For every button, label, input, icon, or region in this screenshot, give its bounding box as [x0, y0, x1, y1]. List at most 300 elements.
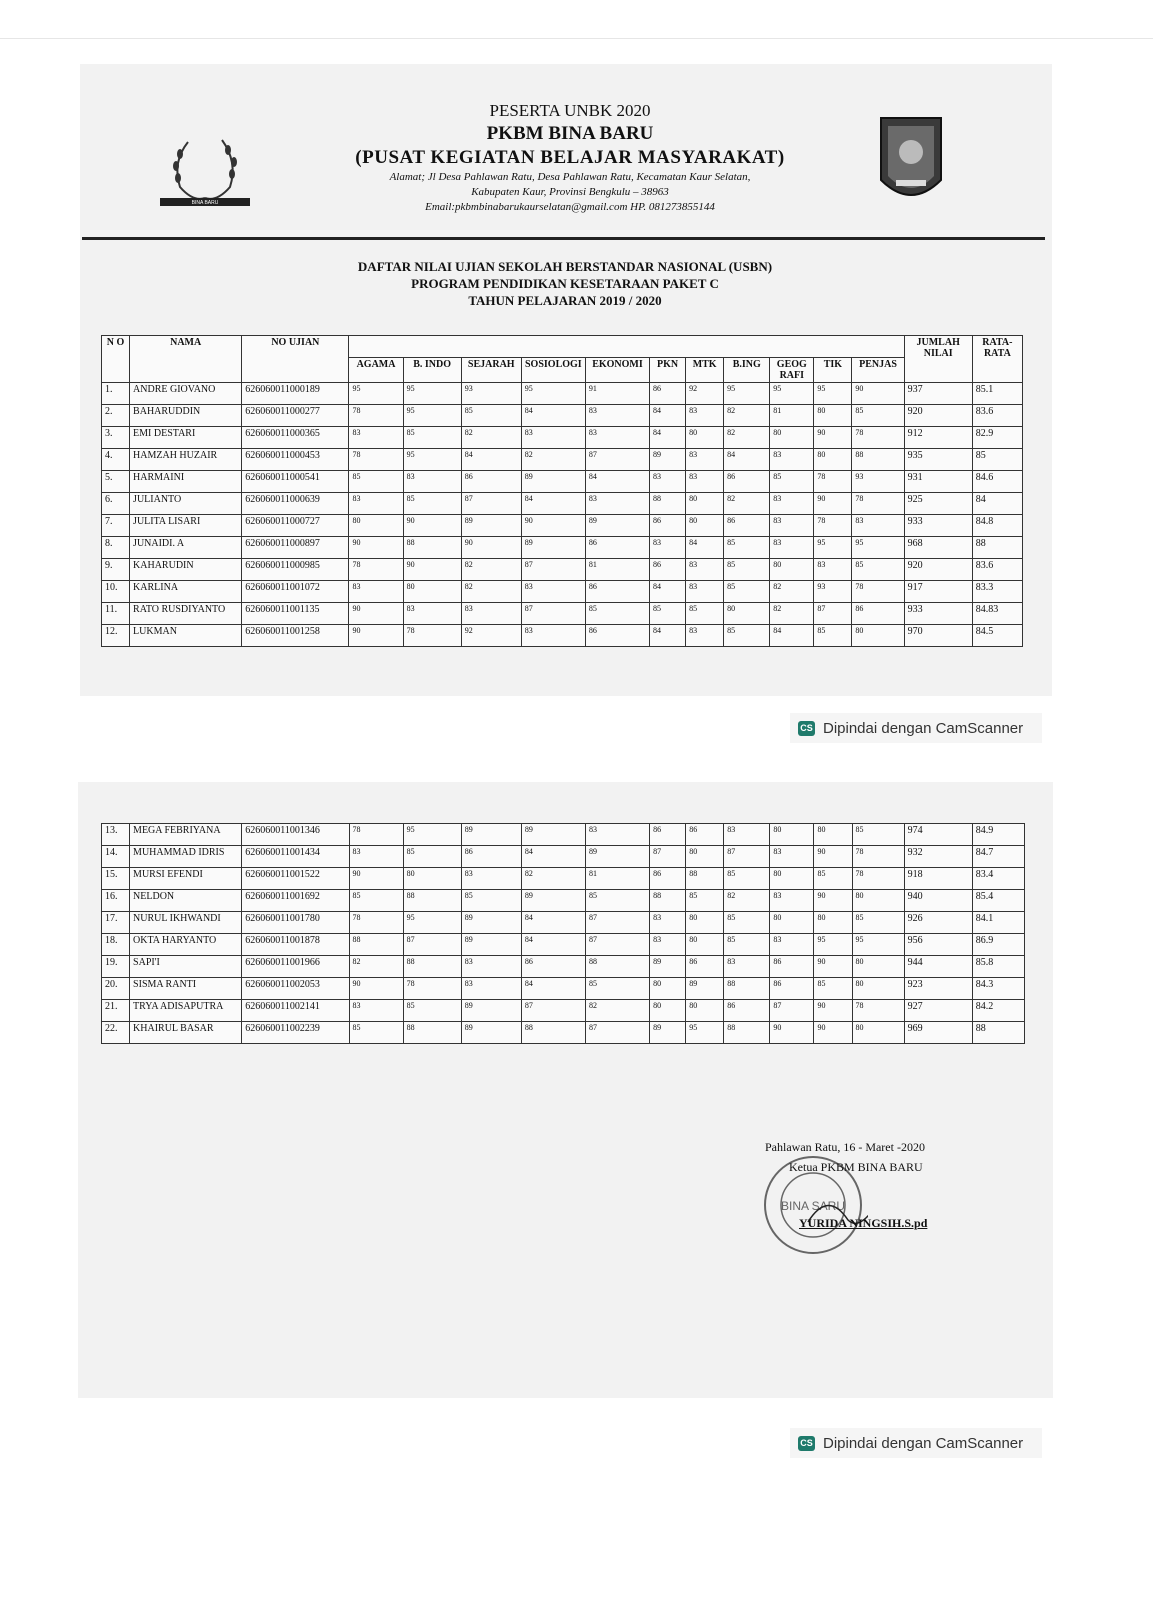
table-row: [102, 603, 1023, 625]
cell-no-ujian: 626060011000453: [242, 449, 349, 471]
cell-subject-score: 86: [724, 471, 770, 493]
cell-subject-score: 90: [814, 956, 852, 978]
cell-no: 4.: [102, 449, 130, 471]
letterhead-org: PKBM BINA BARU: [486, 123, 654, 144]
cell-jumlah: 933: [904, 603, 972, 625]
cell-subject-score: 92: [686, 383, 724, 405]
cell-subject-score: 89: [521, 537, 585, 559]
table-header-row: [102, 336, 1023, 358]
cell-nama: SISMA RANTI: [130, 978, 242, 1000]
cell-subject-score: 86: [686, 824, 724, 846]
cell-subject-score: 84: [650, 581, 686, 603]
cell-subject-score: 80: [403, 868, 461, 890]
cell-jumlah: 940: [904, 890, 972, 912]
cell-no: 3.: [102, 427, 130, 449]
cell-rata: 86.9: [972, 934, 1024, 956]
col-header-subject: PENJAS: [852, 358, 904, 383]
cell-rata: 84.6: [972, 471, 1022, 493]
cell-subject-score: 78: [403, 625, 461, 647]
cell-rata: 84.2: [972, 1000, 1024, 1022]
letterhead-event: PESERTA UNBK 2020: [489, 101, 651, 120]
cell-subject-score: 85: [814, 868, 852, 890]
cell-subject-score: 87: [521, 1000, 585, 1022]
cell-subject-score: 85: [770, 471, 814, 493]
cell-nama: KAHARUDIN: [130, 559, 242, 581]
cell-subject-score: 80: [686, 427, 724, 449]
cell-subject-score: 89: [585, 846, 649, 868]
table-row: [102, 405, 1023, 427]
cell-subject-score: 83: [349, 1000, 403, 1022]
cell-nama: EMI DESTARI: [130, 427, 242, 449]
cell-subject-score: 86: [585, 625, 649, 647]
table-row: [102, 427, 1023, 449]
svg-text:BINA SARU: BINA SARU: [780, 1199, 846, 1213]
cell-subject-score: 89: [650, 1022, 686, 1044]
cell-subject-score: 90: [521, 515, 585, 537]
cell-subject-score: 81: [770, 405, 814, 427]
cell-jumlah: 970: [904, 625, 972, 647]
cell-subject-score: 95: [770, 383, 814, 405]
cell-subject-score: 88: [403, 956, 461, 978]
cell-no: 7.: [102, 515, 130, 537]
cell-subject-score: 80: [686, 846, 724, 868]
cell-subject-score: 86: [770, 978, 814, 1000]
col-header-nama: NAMA: [130, 336, 242, 383]
cell-subject-score: 78: [403, 978, 461, 1000]
cell-no: 8.: [102, 537, 130, 559]
cell-jumlah: 974: [904, 824, 972, 846]
table-row: [102, 934, 1025, 956]
title-line-3: TAHUN PELAJARAN 2019 / 2020: [468, 293, 662, 308]
cell-subject-score: 85: [650, 603, 686, 625]
cell-subject-score: 89: [521, 471, 585, 493]
cell-subject-score: 85: [724, 934, 770, 956]
cell-subject-score: 89: [461, 515, 521, 537]
cell-subject-score: 83: [770, 449, 814, 471]
cell-subject-score: 82: [461, 427, 521, 449]
cell-subject-score: 88: [585, 956, 649, 978]
cell-no-ujian: 626060011000985: [242, 559, 349, 581]
cell-subject-score: 83: [686, 625, 724, 647]
cell-no-ujian: 626060011000897: [242, 537, 349, 559]
cell-rata: 84.83: [972, 603, 1022, 625]
cell-no: 14.: [102, 846, 130, 868]
signer-name: YURIDA NINGSIH.S.pd: [799, 1216, 928, 1230]
cell-no-ujian: 626060011002239: [242, 1022, 349, 1044]
cell-subject-score: 82: [461, 559, 521, 581]
cell-subject-score: 83: [521, 581, 585, 603]
cell-subject-score: 85: [349, 890, 403, 912]
cell-no-ujian: 626060011001258: [242, 625, 349, 647]
cell-subject-score: 84: [521, 846, 585, 868]
col-header-subject: PKN: [650, 358, 686, 383]
email-line: Email:pkbmbinabarukaurselatan@gmail.com HP. 081273855144: [425, 201, 715, 213]
cell-subject-score: 85: [461, 405, 521, 427]
cell-subject-score: 90: [349, 978, 403, 1000]
cell-subject-score: 85: [349, 471, 403, 493]
cell-subject-score: 80: [814, 405, 852, 427]
cell-no: 6.: [102, 493, 130, 515]
table-row: [102, 868, 1025, 890]
cell-subject-score: 80: [770, 912, 814, 934]
cell-subject-score: 95: [403, 824, 461, 846]
table-row: [102, 846, 1025, 868]
cell-jumlah: 969: [904, 1022, 972, 1044]
cell-subject-score: 95: [814, 934, 852, 956]
cell-subject-score: 90: [814, 427, 852, 449]
table-row: [102, 449, 1023, 471]
cell-subject-score: 83: [585, 405, 649, 427]
cell-subject-score: 83: [403, 471, 461, 493]
cell-subject-score: 95: [686, 1022, 724, 1044]
cell-subject-score: 95: [814, 537, 852, 559]
cell-nama: HAMZAH HUZAIR: [130, 449, 242, 471]
cell-subject-score: 88: [403, 1022, 461, 1044]
cell-subject-score: 88: [724, 978, 770, 1000]
col-header-jumlah: JUMLAH NILAI: [904, 336, 972, 383]
table-row: [102, 1022, 1025, 1044]
cell-subject-score: 83: [724, 824, 770, 846]
cell-subject-score: 85: [403, 493, 461, 515]
table-row: [102, 956, 1025, 978]
cell-subject-score: 83: [585, 427, 649, 449]
cell-subject-score: 85: [585, 978, 649, 1000]
cell-subject-score: 82: [770, 581, 814, 603]
cell-subject-score: 88: [521, 1022, 585, 1044]
cell-subject-score: 78: [852, 493, 904, 515]
cell-subject-score: 80: [770, 868, 814, 890]
cell-subject-score: 90: [814, 846, 852, 868]
cell-nama: KARLINA: [130, 581, 242, 603]
cell-subject-score: 93: [461, 383, 521, 405]
cell-no-ujian: 626060011001878: [242, 934, 349, 956]
cell-subject-score: 86: [650, 559, 686, 581]
svg-text:BINA BARU: BINA BARU: [191, 200, 219, 206]
cell-subject-score: 85: [403, 846, 461, 868]
cell-subject-score: 80: [852, 956, 904, 978]
cell-subject-score: 84: [461, 449, 521, 471]
cell-subject-score: 84: [521, 493, 585, 515]
cell-subject-score: 80: [349, 515, 403, 537]
cell-subject-score: 83: [349, 581, 403, 603]
cell-subject-score: 87: [521, 603, 585, 625]
cell-subject-score: 85: [724, 868, 770, 890]
cell-subject-score: 80: [403, 581, 461, 603]
top-divider: [0, 38, 1153, 39]
cell-subject-score: 89: [585, 515, 649, 537]
camscanner-icon: CS: [798, 721, 815, 736]
cell-subject-score: 95: [814, 383, 852, 405]
cell-subject-score: 89: [461, 912, 521, 934]
col-header-subject: EKONOMI: [585, 358, 649, 383]
cell-subject-score: 91: [585, 383, 649, 405]
col-header-subject: TIK: [814, 358, 852, 383]
cell-subject-score: 87: [724, 846, 770, 868]
cell-subject-score: 83: [349, 846, 403, 868]
cell-no-ujian: 626060011000639: [242, 493, 349, 515]
cell-no: 16.: [102, 890, 130, 912]
cell-jumlah: 927: [904, 1000, 972, 1022]
cell-subject-score: 83: [461, 603, 521, 625]
school-logo-left: [158, 132, 252, 212]
cell-no-ujian: 626060011001966: [242, 956, 349, 978]
cell-rata: 83.6: [972, 405, 1022, 427]
cell-subject-score: 80: [852, 625, 904, 647]
cell-subject-score: 78: [852, 1000, 904, 1022]
cell-jumlah: 923: [904, 978, 972, 1000]
cell-subject-score: 85: [724, 559, 770, 581]
cell-subject-score: 80: [852, 978, 904, 1000]
cell-subject-score: 83: [650, 537, 686, 559]
cell-subject-score: 95: [403, 383, 461, 405]
cell-subject-score: 80: [686, 934, 724, 956]
cell-subject-score: 87: [403, 934, 461, 956]
cell-subject-score: 83: [770, 515, 814, 537]
cell-subject-score: 89: [650, 449, 686, 471]
signature-block: [765, 1137, 995, 1233]
cell-nama: JULIANTO: [130, 493, 242, 515]
cell-subject-score: 89: [521, 890, 585, 912]
cell-subject-score: 83: [585, 824, 649, 846]
col-header-subject: SEJARAH: [461, 358, 521, 383]
cell-subject-score: 78: [814, 515, 852, 537]
document-title: [300, 258, 830, 309]
camscanner-icon: CS: [798, 1436, 815, 1451]
cell-no: 21.: [102, 1000, 130, 1022]
cell-subject-score: 83: [770, 493, 814, 515]
cell-jumlah: 925: [904, 493, 972, 515]
cell-no: 1.: [102, 383, 130, 405]
cell-subject-score: 82: [521, 449, 585, 471]
cell-subject-score: 80: [686, 515, 724, 537]
cell-subject-score: 87: [585, 449, 649, 471]
cell-subject-score: 86: [770, 956, 814, 978]
cell-subject-score: 95: [852, 934, 904, 956]
cell-no-ujian: 626060011001692: [242, 890, 349, 912]
cell-nama: MEGA FEBRIYANA: [130, 824, 242, 846]
camscanner-label: Dipindai dengan CamScanner: [823, 719, 1024, 737]
cell-subject-score: 90: [403, 559, 461, 581]
cell-rata: 82.9: [972, 427, 1022, 449]
cell-rata: 85: [972, 449, 1022, 471]
table-row: [102, 537, 1023, 559]
cell-no: 15.: [102, 868, 130, 890]
cell-subject-score: 90: [349, 868, 403, 890]
cell-no: 13.: [102, 824, 130, 846]
cell-subject-score: 83: [686, 581, 724, 603]
cell-subject-score: 78: [852, 846, 904, 868]
cell-no-ujian: 626060011001522: [242, 868, 349, 890]
cell-nama: TRYA ADISAPUTRA: [130, 1000, 242, 1022]
cell-subject-score: 80: [814, 912, 852, 934]
signer-role: Ketua PKBM BINA BARU: [789, 1160, 923, 1174]
cell-subject-score: 84: [650, 405, 686, 427]
cell-subject-score: 88: [686, 868, 724, 890]
cell-subject-score: 89: [650, 956, 686, 978]
grades-table-page-1: [101, 335, 1023, 647]
cell-subject-score: 84: [521, 978, 585, 1000]
cell-subject-score: 83: [814, 559, 852, 581]
cell-subject-score: 83: [349, 427, 403, 449]
cell-subject-score: 84: [650, 625, 686, 647]
cell-subject-score: 80: [814, 449, 852, 471]
cell-no: 12.: [102, 625, 130, 647]
col-header-subject: GEOG RAFI: [770, 358, 814, 383]
cell-subject-score: 86: [650, 824, 686, 846]
cell-subject-score: 87: [585, 1022, 649, 1044]
cell-jumlah: 917: [904, 581, 972, 603]
cell-rata: 84.8: [972, 515, 1022, 537]
cell-subject-score: 84: [521, 912, 585, 934]
cell-no: 18.: [102, 934, 130, 956]
title-line-1: DAFTAR NILAI UJIAN SEKOLAH BERSTANDAR NASIONAL (USBN): [357, 259, 773, 274]
cell-nama: BAHARUDDIN: [130, 405, 242, 427]
cell-no: 17.: [102, 912, 130, 934]
cell-jumlah: 937: [904, 383, 972, 405]
cell-subject-score: 87: [814, 603, 852, 625]
cell-jumlah: 968: [904, 537, 972, 559]
cell-subject-score: 82: [349, 956, 403, 978]
table-row: [102, 912, 1025, 934]
cell-subject-score: 82: [770, 603, 814, 625]
cell-subject-score: 83: [521, 625, 585, 647]
cell-subject-score: 80: [770, 559, 814, 581]
cell-subject-score: 80: [852, 890, 904, 912]
cell-subject-score: 84: [521, 405, 585, 427]
cell-subject-score: 86: [585, 581, 649, 603]
cell-nama: LUKMAN: [130, 625, 242, 647]
cell-subject-score: 78: [349, 405, 403, 427]
cell-subject-score: 83: [770, 934, 814, 956]
cell-subject-score: 86: [461, 471, 521, 493]
cell-subject-score: 90: [403, 515, 461, 537]
cell-subject-score: 89: [521, 824, 585, 846]
camscanner-watermark: [790, 1428, 1042, 1458]
cell-subject-score: 95: [403, 912, 461, 934]
cell-subject-score: 82: [724, 427, 770, 449]
cell-subject-score: 85: [403, 427, 461, 449]
cell-subject-score: 87: [461, 493, 521, 515]
cell-nama: MURSI EFENDI: [130, 868, 242, 890]
cell-rata: 83.6: [972, 559, 1022, 581]
cell-rata: 84: [972, 493, 1022, 515]
cell-subject-score: 89: [686, 978, 724, 1000]
cell-no-ujian: 626060011001346: [242, 824, 349, 846]
cell-no: 10.: [102, 581, 130, 603]
cell-nama: MUHAMMAD IDRIS: [130, 846, 242, 868]
cell-subject-score: 80: [770, 427, 814, 449]
table-row: [102, 493, 1023, 515]
cell-subject-score: 83: [686, 471, 724, 493]
place-date: Pahlawan Ratu, 16 - Maret -2020: [765, 1140, 925, 1154]
cell-subject-score: 95: [852, 537, 904, 559]
cell-rata: 83.3: [972, 581, 1022, 603]
cell-subject-score: 83: [770, 537, 814, 559]
address-line-2: Kabupaten Kaur, Provinsi Bengkulu – 38963: [471, 186, 669, 198]
cell-subject-score: 78: [349, 449, 403, 471]
title-line-2: PROGRAM PENDIDIKAN KESETARAAN PAKET C: [411, 276, 719, 291]
cell-no: 19.: [102, 956, 130, 978]
cell-jumlah: 944: [904, 956, 972, 978]
cell-subject-score: 81: [585, 868, 649, 890]
cell-subject-score: 83: [650, 934, 686, 956]
cell-subject-score: 89: [461, 824, 521, 846]
cell-subject-score: 90: [814, 1022, 852, 1044]
letterhead: [330, 100, 810, 215]
cell-subject-score: 82: [461, 581, 521, 603]
col-header-no: N O: [102, 336, 130, 383]
cell-subject-score: 85: [724, 625, 770, 647]
cell-subject-score: 85: [461, 890, 521, 912]
cell-nama: NURUL IKHWANDI: [130, 912, 242, 934]
cell-subject-score: 78: [852, 427, 904, 449]
table-row: [102, 515, 1023, 537]
cell-subject-score: 80: [724, 603, 770, 625]
cell-jumlah: 956: [904, 934, 972, 956]
col-header-subject: MTK: [686, 358, 724, 383]
cell-subject-score: 90: [349, 537, 403, 559]
cell-subject-score: 90: [461, 537, 521, 559]
cell-subject-score: 83: [650, 471, 686, 493]
cell-rata: 83.4: [972, 868, 1024, 890]
cell-subject-score: 86: [852, 603, 904, 625]
cell-subject-score: 85: [724, 537, 770, 559]
table-row: [102, 1000, 1025, 1022]
cell-subject-score: 78: [349, 912, 403, 934]
cell-subject-score: 85: [814, 978, 852, 1000]
cell-no-ujian: 626060011001072: [242, 581, 349, 603]
cell-subject-score: 82: [724, 493, 770, 515]
cell-no-ujian: 626060011001135: [242, 603, 349, 625]
camscanner-watermark: [790, 713, 1042, 743]
regency-emblem: [876, 110, 946, 212]
cell-jumlah: 932: [904, 846, 972, 868]
cell-subject-score: 90: [814, 1000, 852, 1022]
cell-subject-score: 87: [521, 559, 585, 581]
cell-subject-score: 83: [686, 449, 724, 471]
cell-no: 9.: [102, 559, 130, 581]
table-row: [102, 559, 1023, 581]
cell-subject-score: 86: [650, 515, 686, 537]
cell-subject-score: 85: [852, 912, 904, 934]
cell-subject-score: 86: [585, 537, 649, 559]
cell-no-ujian: 626060011001434: [242, 846, 349, 868]
cell-subject-score: 84: [724, 449, 770, 471]
cell-no-ujian: 626060011000541: [242, 471, 349, 493]
cell-no-ujian: 626060011000277: [242, 405, 349, 427]
table-row: [102, 581, 1023, 603]
cell-subject-score: 82: [724, 405, 770, 427]
cell-nama: NELDON: [130, 890, 242, 912]
cell-jumlah: 931: [904, 471, 972, 493]
cell-subject-score: 85: [686, 890, 724, 912]
cell-subject-score: 80: [650, 978, 686, 1000]
cell-nama: OKTA HARYANTO: [130, 934, 242, 956]
cell-jumlah: 920: [904, 559, 972, 581]
cell-subject-score: 83: [770, 846, 814, 868]
cell-subject-score: 78: [349, 824, 403, 846]
cell-subject-score: 84: [585, 471, 649, 493]
cell-rata: 88: [972, 1022, 1024, 1044]
camscanner-label: Dipindai dengan CamScanner: [823, 1434, 1024, 1452]
cell-subject-score: 86: [650, 383, 686, 405]
cell-subject-score: 85: [724, 912, 770, 934]
cell-rata: 84.7: [972, 846, 1024, 868]
cell-subject-score: 80: [686, 1000, 724, 1022]
cell-no-ujian: 626060011000189: [242, 383, 349, 405]
cell-jumlah: 918: [904, 868, 972, 890]
cell-subject-score: 85: [724, 581, 770, 603]
